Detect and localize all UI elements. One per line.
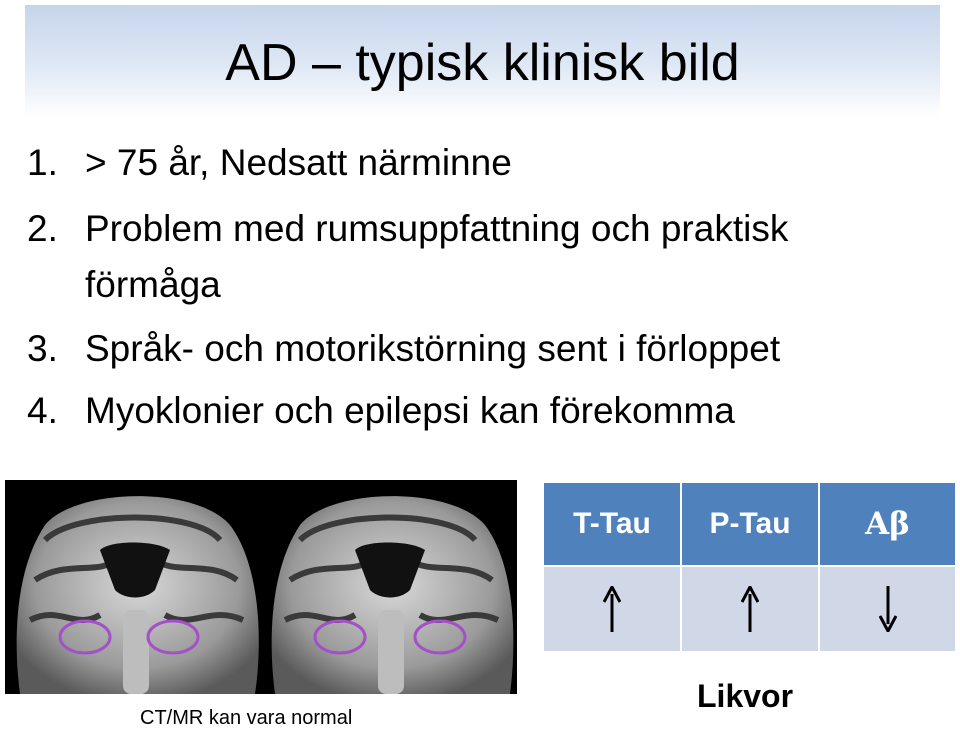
header-abeta: Aβ <box>819 482 956 566</box>
list-text: Språk- och motorikstörning sent i förloppet <box>85 328 781 369</box>
list-item <box>27 328 780 370</box>
list-text-continuation: förmåga <box>85 264 221 305</box>
slide-title: AD – typisk klinisk bild <box>225 34 740 92</box>
cell-p-tau-value <box>681 566 819 652</box>
list-number: 1. <box>27 142 58 183</box>
cell-t-tau-value <box>543 566 681 652</box>
brain-slice-right <box>272 496 514 694</box>
cell-abeta-value <box>819 566 956 652</box>
up-arrow-icon <box>603 586 621 632</box>
up-arrow-icon <box>741 586 759 632</box>
list-number: 2. <box>27 208 58 249</box>
list-number: 3. <box>27 328 58 369</box>
header-p-tau: P-Tau <box>681 482 819 566</box>
list-item <box>27 208 788 250</box>
list-text: Problem med rumsuppfattning och praktisk <box>85 208 789 249</box>
mri-brain-illustration <box>5 480 517 694</box>
list-item <box>27 142 512 184</box>
down-arrow-icon <box>879 586 897 632</box>
brain-slice-left <box>17 496 259 694</box>
mri-caption: CT/MR kan vara normal <box>140 707 353 729</box>
list-item <box>27 390 735 432</box>
list-number: 4. <box>27 390 58 431</box>
list-text: > 75 år, Nedsatt närminne <box>85 142 512 183</box>
likvor-label: Likvor <box>697 678 794 714</box>
title-band <box>25 5 940 117</box>
mri-brain-image <box>5 480 517 694</box>
list-text: Myoklonier och epilepsi kan förekomma <box>85 390 735 431</box>
header-t-tau: T-Tau <box>543 482 681 566</box>
